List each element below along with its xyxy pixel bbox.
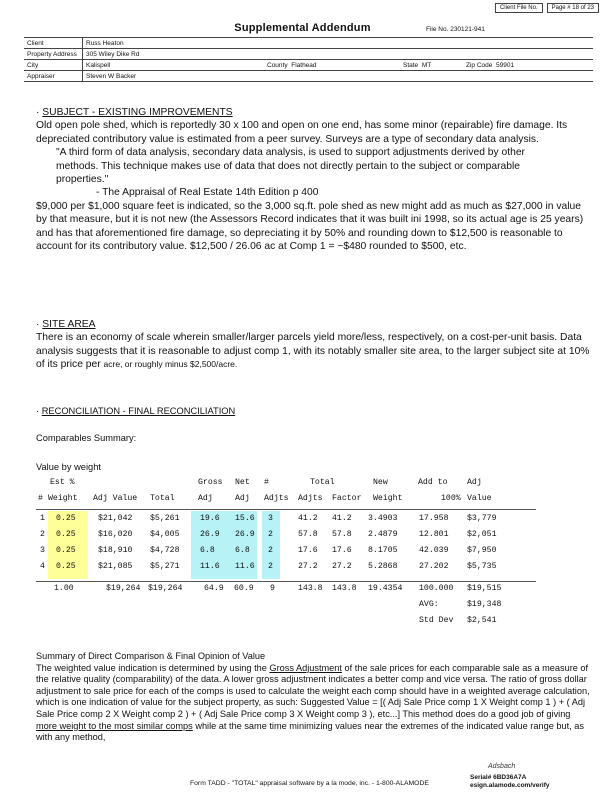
total-adj-value: $19,264 <box>106 584 141 593</box>
client-file-box: Client File No. <box>495 3 543 13</box>
row-adj-value: $21,042 <box>98 514 133 523</box>
form-footer: Form TADD - "TOTAL" appraisal software by a la mode, inc. - 1-800-ALAMODE <box>190 780 429 787</box>
total-factor: 143.8 <box>332 584 357 593</box>
total-weight: 1.00 <box>54 584 74 593</box>
recon-section: · RECONCILIATION - FINAL RECONCILIATION <box>36 406 236 416</box>
row-total-adjts: 41.2 <box>298 514 318 523</box>
row-factor: 17.6 <box>332 546 352 555</box>
grid-head2-weight: Weight <box>48 494 78 503</box>
row-adj-value2: $7,950 <box>467 546 497 555</box>
total-add-to: 100.000 <box>419 584 454 593</box>
row-adj-value: $18,910 <box>98 546 133 555</box>
city-label: City <box>24 60 83 71</box>
site-section: · SITE AREA There is an economy of scale wherein smaller/larger parcels yield more/less, respectively, on a cost-per-unit basis. Data analysis suggests that it is reasonable to adjust comp 1, with its notably smaller site area, to the larger subject site at 10% of its price per acre, or roughly minus $2,500/acre. <box>36 319 590 371</box>
row-factor: 57.8 <box>332 530 352 539</box>
row-add-to: 42.039 <box>419 546 449 555</box>
row-gross: 11.6 <box>200 562 220 571</box>
row-net: 6.8 <box>235 546 250 555</box>
state-label: State <box>403 61 419 69</box>
row-total-adjts: 27.2 <box>298 562 318 571</box>
grid-head2-100: 100% <box>441 494 461 503</box>
subject-citation: - The Appraisal of Real Estate 14th Edition p 400 <box>96 187 319 199</box>
grid-head1-total: Total <box>310 478 335 487</box>
client-value: Russ Heaton <box>83 38 594 49</box>
recon-heading: RECONCILIATION - FINAL RECONCILIATION <box>41 406 236 416</box>
zip-cell <box>463 60 593 71</box>
appraiser-label: Appraiser <box>24 71 83 82</box>
total-total-adjts: 143.8 <box>298 584 323 593</box>
gross-adjustment-term: Gross Adjustment <box>269 662 342 673</box>
row-add-to: 17.958 <box>419 514 449 523</box>
row-num-adjts: 2 <box>268 562 273 571</box>
subject-section: · SUBJECT - EXISTING IMPROVEMENTS Old open pole shed, which is reportedly 30 x 100 and open on one end, has some minor (repairable) fire damage. Its depreciated contributory value is estimated from a peer survey. Surveys are a type of secondary data analysis. "A third form of data analysis, secondary data analysis, is used to support adjustments derived by other methods. This technique makes use of data that does not directly pertain to the subject or comparable properties." - The Appraisal of Real Estate 14th Edition p 400 $9,000 per $1,000 square feet is indicated, so the 3,000 sq.ft. pole shed as new might add as much as $27,000 in value by that measure, but it is not new (the Assessors Record indicates that it was built ini 1998, so its actual age is 25 years) and has that aforementioned fire damage, so depreciating it by 50% and rounding down to $12,500 is reasonable to account for its contributory value. $12,500 / 26.06 ac at Comp 1 = ~$480 rounded to $500, etc. <box>36 106 591 253</box>
total-new-weight: 19.4354 <box>368 584 403 593</box>
county-value: Flathead <box>291 61 317 69</box>
row-weight: 0.25 <box>56 514 76 523</box>
row-new-weight: 2.4879 <box>368 530 398 539</box>
row-add-to: 27.202 <box>419 562 449 571</box>
row-total: $5,271 <box>150 562 180 571</box>
county-label: County <box>267 61 288 69</box>
total-net: 60.9 <box>234 584 254 593</box>
verify-link[interactable]: esign.alamode.com/verify <box>470 782 550 789</box>
city-value: Kalispell <box>83 60 265 71</box>
total-adj-value2: $19,515 <box>467 584 502 593</box>
row-gross: 6.8 <box>200 546 215 555</box>
row-new-weight: 5.2868 <box>368 562 398 571</box>
total-num-adjts: 9 <box>270 584 275 593</box>
row-add-to: 12.801 <box>419 530 449 539</box>
top-boxes <box>495 3 599 13</box>
grid-head1-adj: Adj <box>467 478 482 487</box>
row-factor: 41.2 <box>332 514 352 523</box>
client-label: Client <box>24 38 83 49</box>
grid-head2-adjts2: Adjts <box>298 494 323 503</box>
avg-label: AVG: <box>419 600 439 609</box>
total-gross: 64.9 <box>204 584 224 593</box>
grid-head2-adj: Adj <box>198 494 213 503</box>
appraiser-value: Steven W Backer <box>83 71 594 82</box>
page-number-box: Page # 18 of 23 <box>547 3 599 13</box>
row-gross: 26.9 <box>200 530 220 539</box>
row-total-adjts: 17.6 <box>298 546 318 555</box>
subject-paragraph-2: $9,000 per $1,000 square feet is indicated, so the 3,000 sq.ft. pole shed as new might add as much as $27,000 in value by that measure, but it is not new (the Assessors Record indicates that it was built ini 1998, so its actual age is 25 years) and has that aforementioned fire damage, so depreciating it by 50% and rounding down to $12,500 is reasonable to account for its contributory value. $12,500 / 26.06 ac at Comp 1 = ~$480 rounded to $500, etc. <box>36 200 584 253</box>
grid-head1-addto: Add to <box>418 478 448 487</box>
grid-head1-new: New <box>373 478 388 487</box>
row-num-adjts: 3 <box>268 514 273 523</box>
row-adj-value: $16,020 <box>98 530 133 539</box>
row-net: 26.9 <box>235 530 255 539</box>
value-by-weight-label: Value by weight <box>36 462 101 472</box>
row-weight: 0.25 <box>56 562 76 571</box>
row-num-adjts: 2 <box>268 530 273 539</box>
row-total-adjts: 57.8 <box>298 530 318 539</box>
row-total: $4,005 <box>150 530 180 539</box>
row-factor: 27.2 <box>332 562 352 571</box>
grid-head2-num: # <box>38 494 43 503</box>
summary-text-b: of the sale prices for each comparable sale as a measure of the relative quality (comparability) of the data. A lower gross adjustment indicates a better comp and vice versa. The ratio of gross dollar adjustment to sale price for each of the comps is used to calculate the weight each comp should have in a weighted average calculation, which is one indication of value for the subject property, as such: Suggested Value = [( Adj Sale Price comp 1 X Weight comp 1 ) + ( Adj Sale Price comp 2 X Weight comp 2 ) + ( Adj Sale Price comp 3 X Weight comp 3 ), etc...] This method does do a good job of giving <box>36 662 590 719</box>
grid-head2-adjts: Adjts <box>264 494 289 503</box>
row-adj-value: $21,085 <box>98 562 133 571</box>
file-number: File No. 230121-941 <box>426 26 485 33</box>
more-weight-term: more weight to the most similar comps <box>36 720 193 731</box>
state-value: MT <box>421 61 432 69</box>
row-total: $5,261 <box>150 514 180 523</box>
row-new-weight: 8.1705 <box>368 546 398 555</box>
row-num: 1 <box>40 514 45 523</box>
row-adj-value2: $2,051 <box>467 530 497 539</box>
address-value: 305 Wiley Dike Rd <box>83 49 594 60</box>
total-total: $19,264 <box>148 584 183 593</box>
state-cell <box>400 60 463 71</box>
row-weight: 0.25 <box>56 546 76 555</box>
grid-head2-total: Total <box>150 494 175 503</box>
subject-heading: SUBJECT - EXISTING IMPROVEMENTS <box>42 107 233 118</box>
grid-head2-weight2: Weight <box>373 494 403 503</box>
grid-head1-num: # <box>264 478 269 487</box>
grid-bottom-rule <box>36 581 536 582</box>
row-gross: 19.6 <box>200 514 220 523</box>
row-weight: 0.25 <box>56 530 76 539</box>
row-total: $4,728 <box>150 546 180 555</box>
comparables-summary-label: Comparables Summary: <box>36 433 137 443</box>
summary-text-c: while at the same time minimizing values near the extremes of the indicated value range but, as with any method, <box>36 720 584 743</box>
county-cell <box>264 60 400 71</box>
grid-head1-est: Est % <box>50 478 75 487</box>
grid-head2-factor: Factor <box>332 494 362 503</box>
site-heading: SITE AREA <box>42 319 96 330</box>
row-net: 11.6 <box>235 562 255 571</box>
appraiser-signature: Adsbach <box>488 763 516 770</box>
row-num: 2 <box>40 530 45 539</box>
grid-head2-adjvalue: Adj Value <box>93 494 138 503</box>
site-paragraph: There is an economy of scale wherein smaller/larger parcels yield more/less, respectively, on a cost-per-unit basis. Data analysis suggests that it is reasonable to adjust comp 1, with its notably smaller site area, to the larger subject site at 10% of its price per <box>36 332 590 371</box>
summary-section <box>36 651 591 744</box>
row-net: 15.6 <box>235 514 255 523</box>
grid-head1-gross: Gross <box>198 478 223 487</box>
row-adj-value2: $5,735 <box>467 562 497 571</box>
site-paragraph-small: acre, or roughly minus $2,500/acre. <box>103 359 238 370</box>
property-info-table <box>24 37 593 82</box>
zip-label: Zip Code <box>466 61 493 69</box>
std-dev-value: $2,541 <box>467 616 497 625</box>
row-num: 3 <box>40 546 45 555</box>
subject-paragraph: Old open pole shed, which is reportedly 30 x 100 and open on one end, has some minor (repairable) fire damage. Its depreciated contributory value is estimated from a peer survey. Surveys are a type of secondary data analysis. <box>36 120 568 145</box>
value-weight-grid <box>36 478 556 628</box>
serial-block <box>470 774 549 790</box>
row-num: 4 <box>40 562 45 571</box>
summary-text-a: The weighted value indication is determined by using the <box>36 662 267 673</box>
page-title: Supplemental Addendum <box>234 22 371 34</box>
summary-title: Summary of Direct Comparison & Final Opinion of Value <box>36 651 266 661</box>
address-label: Property Address <box>24 49 83 60</box>
avg-value: $19,348 <box>467 600 502 609</box>
grid-head1-net: Net <box>235 478 250 487</box>
grid-head2-value: Value <box>467 494 492 503</box>
grid-top-rule <box>36 509 536 510</box>
serial-number: Serial# 6BD36A7A <box>470 774 527 781</box>
grid-head2-adj2: Adj <box>235 494 250 503</box>
row-new-weight: 3.4903 <box>368 514 398 523</box>
subject-quote: "A third form of data analysis, secondary data analysis, is used to support adjustments derived by other methods. This technique makes use of data that does not directly pertain to the subject or comparable properties." <box>56 147 525 186</box>
row-adj-value2: $3,779 <box>467 514 497 523</box>
row-num-adjts: 2 <box>268 546 273 555</box>
std-dev-label: Std Dev <box>419 616 454 625</box>
zip-value: 59901 <box>496 61 515 69</box>
